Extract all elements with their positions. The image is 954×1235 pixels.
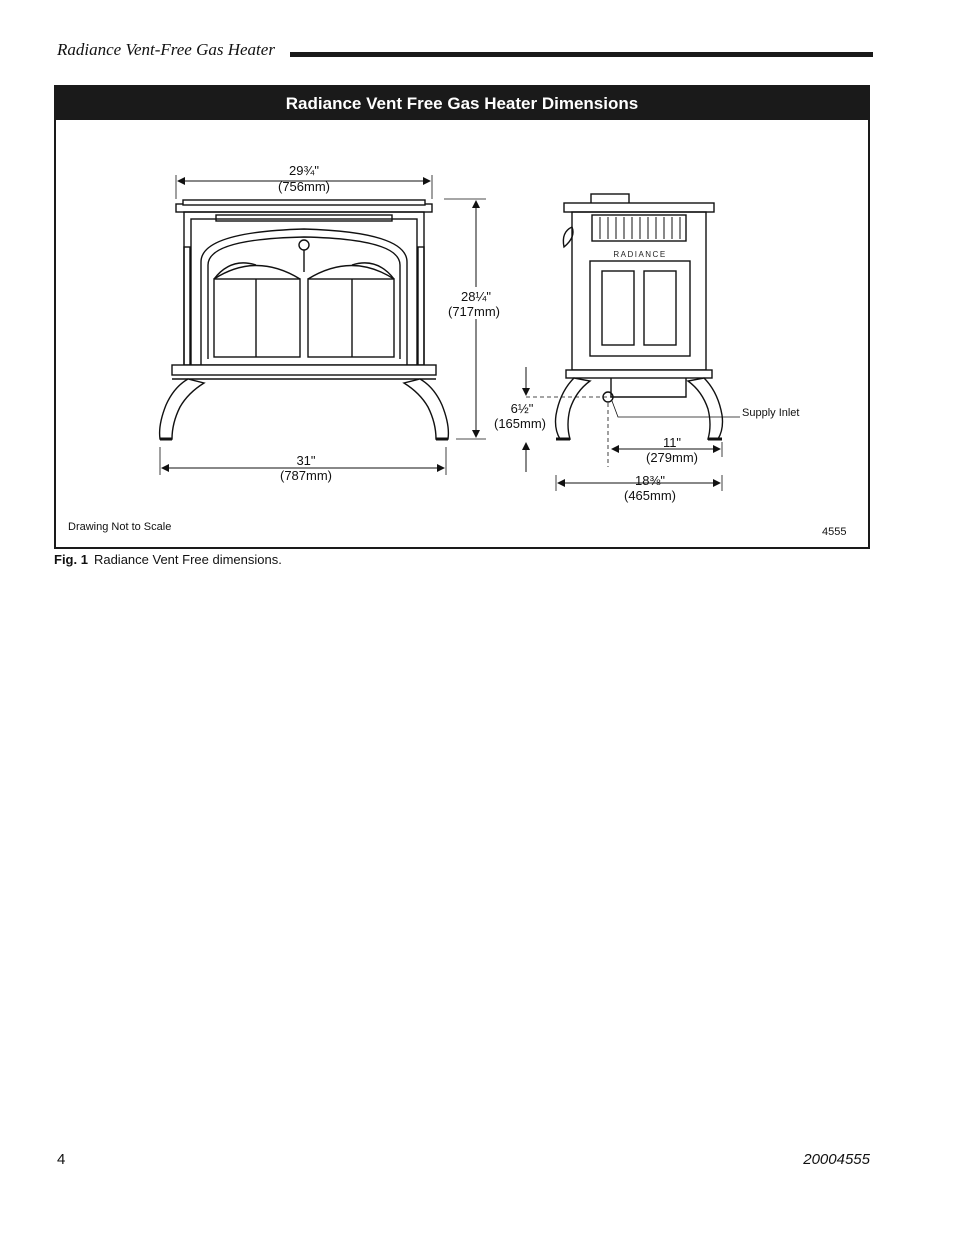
header-rule	[290, 52, 873, 57]
brand-label: RADIANCE	[613, 250, 667, 259]
depth-in: 18⅜"	[635, 473, 665, 488]
figure-box	[54, 85, 870, 549]
drawing-number: 4555	[822, 526, 847, 538]
height-mm: (717mm)	[447, 304, 501, 319]
inlet-height-in: 6½"	[510, 401, 534, 416]
drawing-note: Drawing Not to Scale	[68, 521, 172, 533]
front-view-stove	[160, 200, 449, 439]
caption-label: Fig. 1	[54, 552, 88, 567]
figure-caption	[54, 552, 282, 567]
side-view-stove	[556, 194, 723, 439]
base-width-mm: (787mm)	[279, 468, 333, 483]
inlet-depth-mm: (279mm)	[645, 450, 699, 465]
inlet-depth-in: 11"	[662, 435, 682, 450]
caption-text: Radiance Vent Free dimensions.	[93, 552, 282, 567]
inlet-height-mm: (165mm)	[493, 416, 547, 431]
dimension-drawing	[56, 87, 868, 547]
depth-mm: (465mm)	[623, 488, 677, 503]
base-width-in: 31"	[296, 453, 316, 468]
figure-title: Radiance Vent Free Gas Heater Dimensions	[56, 87, 868, 120]
top-width-in: 29¾"	[289, 163, 319, 178]
doc-number: 20004555	[803, 1151, 870, 1168]
supply-inlet-label: Supply Inlet	[742, 407, 800, 419]
header-title: Radiance Vent-Free Gas Heater	[57, 40, 275, 59]
height-in: 28¼"	[461, 289, 491, 304]
top-width-mm: (756mm)	[277, 179, 331, 194]
page-number: 4	[57, 1151, 66, 1168]
